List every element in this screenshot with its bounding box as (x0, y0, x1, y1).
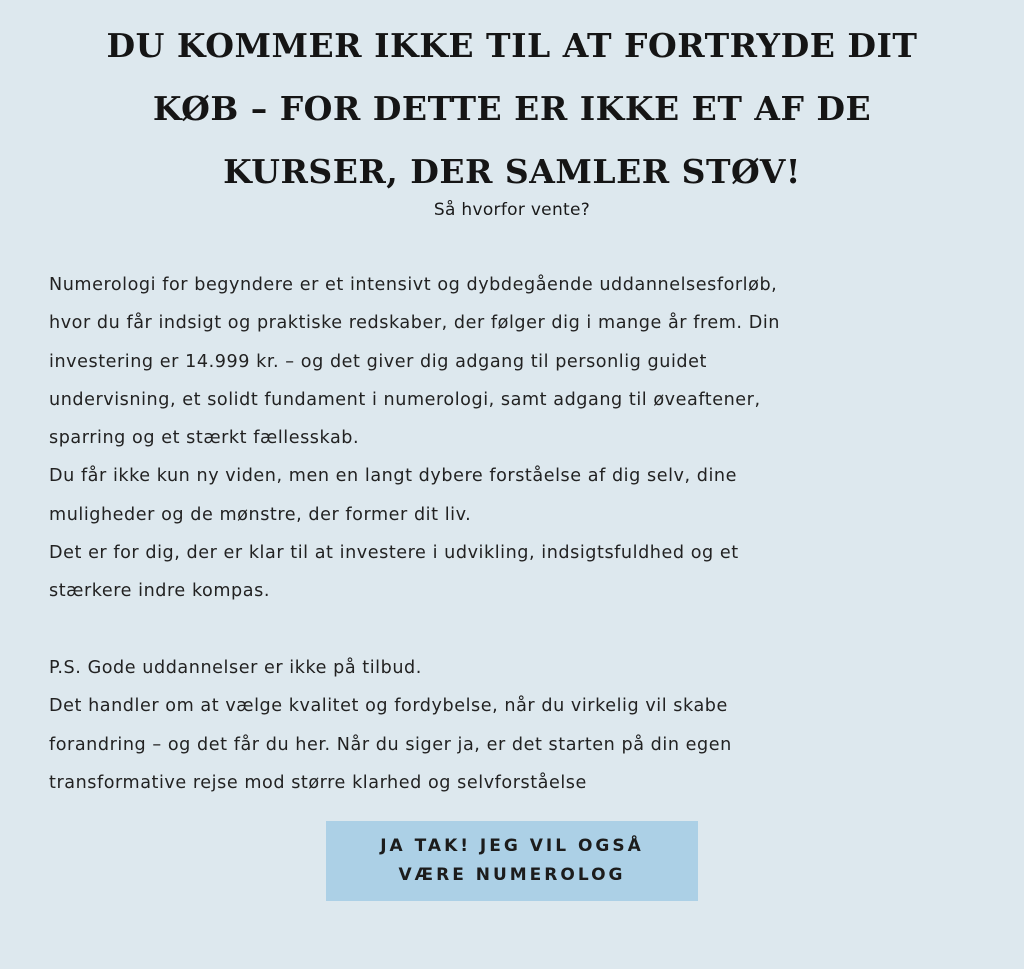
headline-line: DU KOMMER IKKE TIL AT FORTRYDE DIT (106, 26, 918, 65)
paragraph-ps (49, 649, 989, 802)
text-line: Du får ikke kun ny viden, men en langt dybere forståelse af dig selv, dine (49, 466, 737, 487)
headline (40, 14, 984, 203)
headline-line: KØB – FOR DETTE ER IKKE ET AF DE (152, 89, 872, 128)
cta-label-line: VÆRE NUMEROLOG (398, 865, 626, 885)
text-line: undervisning, et solidt fundament i numerologi, samt adgang til øveaftener, (49, 389, 761, 410)
text-line: forandring – og det får du her. Når du siger ja, er det starten på din egen (49, 734, 732, 755)
subheadline: Så hvorfor vente? (433, 200, 591, 220)
text-line: investering er 14.999 kr. – og det giver dig adgang til personlig guidet (49, 351, 707, 372)
text-line: Det er for dig, der er klar til at investere i udvikling, indsigtsfuldhed og et (49, 543, 739, 564)
text-line: hvor du får indsigt og praktiske redskaber, der følger dig i mange år frem. Din (49, 313, 780, 334)
cta-label-line: JA TAK! JEG VIL OGSÅ (380, 836, 644, 856)
paragraph-knowledge (49, 457, 989, 534)
paragraph-audience (49, 534, 989, 611)
text-line: sparring og et stærkt fællesskab. (49, 428, 360, 449)
text-line: transformative rejse mod større klarhed og selvforståelse (49, 772, 587, 793)
paragraph-spacer (49, 611, 989, 649)
signup-cta-button[interactable] (326, 821, 698, 901)
body-text (49, 266, 989, 802)
text-line: Det handler om at vælge kvalitet og fordybelse, når du virkelig vil skabe (49, 696, 728, 717)
headline-line: KURSER, DER SAMLER STØV! (223, 152, 801, 191)
ps-title: P.S. Gode uddannelser er ikke på tilbud. (49, 657, 422, 678)
paragraph-investment (49, 266, 989, 457)
text-line: Numerologi for begyndere er et intensivt og dybdegående uddannelsesforløb, (49, 275, 778, 295)
text-line: stærkere indre kompas. (49, 581, 270, 602)
text-line: muligheder og de mønstre, der former dit liv. (49, 504, 472, 525)
